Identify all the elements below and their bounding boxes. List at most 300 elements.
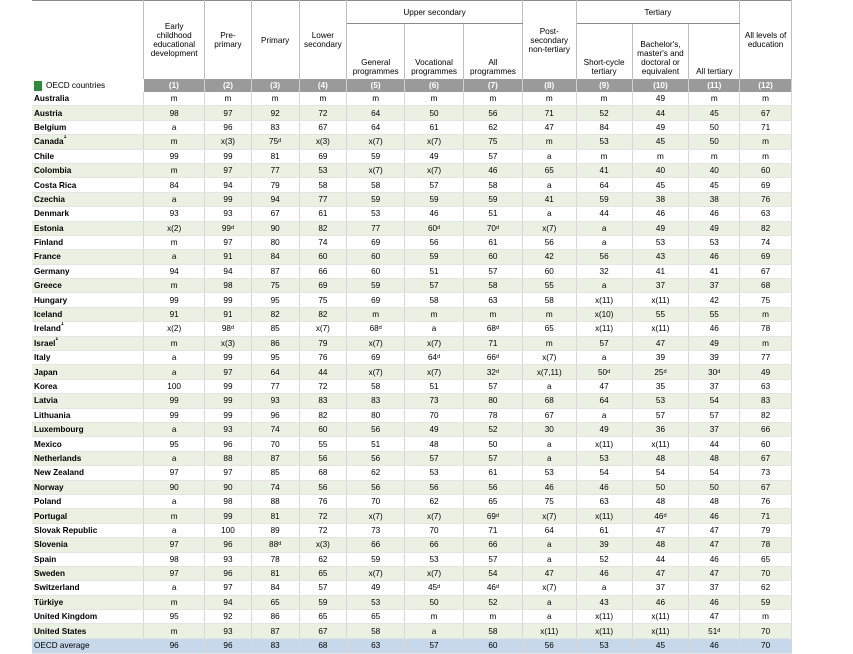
value-cell: 57 xyxy=(689,408,740,422)
value-cell: 60 xyxy=(347,250,405,264)
country-cell xyxy=(32,178,144,192)
footnote-marker: 1 xyxy=(63,134,67,141)
table-row xyxy=(32,422,792,436)
value-cell: 52 xyxy=(463,422,522,436)
value-cell: 56 xyxy=(522,638,576,653)
value-cell: a xyxy=(405,624,464,638)
value-cell: 80 xyxy=(463,394,522,408)
value-cell: 58 xyxy=(463,624,522,638)
value-cell: 59 xyxy=(299,595,347,609)
value-cell: 69 xyxy=(299,279,347,293)
value-cell: x(11) xyxy=(576,293,632,307)
country-name: Germany xyxy=(34,266,70,276)
col-number: (12) xyxy=(740,79,792,92)
value-cell: 49 xyxy=(576,422,632,436)
value-cell: 98 xyxy=(205,279,252,293)
value-cell: 46 xyxy=(689,509,740,523)
value-cell: m xyxy=(522,307,576,321)
value-cell: 97 xyxy=(205,235,252,249)
country-cell xyxy=(32,351,144,365)
value-cell: m xyxy=(740,149,792,163)
value-cell: a xyxy=(144,120,205,134)
country-name: France xyxy=(34,252,61,262)
value-cell: 68 xyxy=(522,394,576,408)
value-cell: 51 xyxy=(405,379,464,393)
value-cell: 65 xyxy=(347,610,405,624)
value-cell: 40 xyxy=(632,163,689,177)
value-cell: 39 xyxy=(632,351,689,365)
value-cell: 54 xyxy=(632,466,689,480)
value-cell: 75 xyxy=(740,293,792,307)
value-cell: 95 xyxy=(251,351,299,365)
value-cell: 95 xyxy=(144,610,205,624)
value-cell: m xyxy=(740,610,792,624)
value-cell: 58 xyxy=(347,624,405,638)
country-cell xyxy=(32,552,144,566)
value-cell: 56 xyxy=(576,250,632,264)
value-cell: x(11) xyxy=(576,322,632,336)
table-row xyxy=(32,595,792,609)
value-cell: 68 xyxy=(299,466,347,480)
value-cell: 63 xyxy=(463,293,522,307)
value-cell: 57 xyxy=(299,581,347,595)
value-cell: a xyxy=(405,322,464,336)
value-cell: m xyxy=(144,279,205,293)
value-cell: 54 xyxy=(463,566,522,580)
country-name: Czechia xyxy=(34,194,65,204)
value-cell: 47 xyxy=(689,610,740,624)
country-cell xyxy=(32,523,144,537)
country-cell xyxy=(32,581,144,595)
value-cell: 59 xyxy=(405,192,464,206)
value-cell: 56 xyxy=(522,235,576,249)
col-header-8: Post-secondary non-tertiary xyxy=(522,1,576,80)
country-name: Colombia xyxy=(34,166,72,176)
value-cell: 66 xyxy=(463,538,522,552)
value-cell: 49 xyxy=(632,92,689,106)
value-cell: 62 xyxy=(463,120,522,134)
value-cell: 72 xyxy=(299,106,347,120)
value-cell: 63 xyxy=(576,494,632,508)
value-cell: 99 xyxy=(205,149,252,163)
value-cell: 53 xyxy=(632,394,689,408)
value-cell: 62 xyxy=(740,581,792,595)
data-table-sheet xyxy=(32,0,792,654)
col-number: (8) xyxy=(522,79,576,92)
value-cell: 99 xyxy=(205,192,252,206)
value-cell: 82 xyxy=(740,408,792,422)
value-cell: x(7) xyxy=(347,566,405,580)
value-cell: 69ᵈ xyxy=(463,509,522,523)
value-cell: 47 xyxy=(632,523,689,537)
value-cell: 37 xyxy=(689,581,740,595)
value-cell: 46 xyxy=(689,552,740,566)
value-cell: 83 xyxy=(740,394,792,408)
value-cell: a xyxy=(576,279,632,293)
country-name: Ireland xyxy=(34,324,61,334)
value-cell: 35 xyxy=(632,379,689,393)
value-cell: 59 xyxy=(347,552,405,566)
value-cell: 98 xyxy=(144,552,205,566)
country-cell xyxy=(32,624,144,638)
value-cell: 99 xyxy=(205,351,252,365)
value-cell: x(7) xyxy=(522,581,576,595)
value-cell: 49 xyxy=(632,221,689,235)
table-row xyxy=(32,221,792,235)
value-cell: 82 xyxy=(740,221,792,235)
table-row xyxy=(32,351,792,365)
value-cell: a xyxy=(522,595,576,609)
value-cell: 64ᵈ xyxy=(405,351,464,365)
value-cell: x(11) xyxy=(632,293,689,307)
value-cell: 50 xyxy=(689,135,740,149)
value-cell: 66 xyxy=(405,538,464,552)
value-cell: 66 xyxy=(347,538,405,552)
value-cell: 95 xyxy=(251,293,299,307)
value-cell: 75 xyxy=(251,279,299,293)
table-row xyxy=(32,365,792,379)
value-cell: x(11) xyxy=(576,624,632,638)
value-cell: 56 xyxy=(299,451,347,465)
col-header-2: Pre-primary xyxy=(205,1,252,80)
value-cell: x(3) xyxy=(299,538,347,552)
value-cell: 45 xyxy=(632,178,689,192)
footnote-marker: 1 xyxy=(60,321,64,328)
value-cell: m xyxy=(144,235,205,249)
value-cell: 57 xyxy=(405,638,464,653)
value-cell: 67 xyxy=(299,624,347,638)
country-name: Slovenia xyxy=(34,540,68,550)
value-cell: x(2) xyxy=(144,322,205,336)
value-cell: 47 xyxy=(632,336,689,350)
value-cell: 96 xyxy=(205,638,252,653)
country-name: Greece xyxy=(34,281,62,291)
col-number: (9) xyxy=(576,79,632,92)
value-cell: 50ᵈ xyxy=(576,365,632,379)
country-cell xyxy=(32,207,144,221)
country-cell xyxy=(32,538,144,552)
value-cell: x(11) xyxy=(576,509,632,523)
value-cell: 70 xyxy=(405,523,464,537)
value-cell: 58 xyxy=(522,293,576,307)
value-cell: 100 xyxy=(144,379,205,393)
value-cell: 53 xyxy=(576,638,632,653)
value-cell: 58 xyxy=(405,293,464,307)
value-cell: 77 xyxy=(251,379,299,393)
value-cell: m xyxy=(251,92,299,106)
footnote-marker: 1 xyxy=(55,336,59,342)
value-cell: x(10) xyxy=(576,307,632,321)
value-cell: 64 xyxy=(347,120,405,134)
country-name: Lithuania xyxy=(34,410,71,420)
country-name: Costa Rica xyxy=(34,180,77,190)
value-cell: a xyxy=(522,379,576,393)
value-cell: 46 xyxy=(689,207,740,221)
table-body xyxy=(32,92,792,653)
value-cell: 97 xyxy=(205,365,252,379)
value-cell: a xyxy=(522,451,576,465)
country-name: Denmark xyxy=(34,209,70,219)
table-row xyxy=(32,235,792,249)
country-cell xyxy=(32,163,144,177)
value-cell: m xyxy=(522,135,576,149)
value-cell: m xyxy=(740,307,792,321)
value-cell: 60 xyxy=(522,264,576,278)
table-row xyxy=(32,178,792,192)
table-row xyxy=(32,264,792,278)
value-cell: 99 xyxy=(205,293,252,307)
country-name: Hungary xyxy=(34,295,68,305)
value-cell: 63 xyxy=(740,379,792,393)
value-cell: 93 xyxy=(251,394,299,408)
value-cell: 60 xyxy=(463,638,522,653)
value-cell: 50 xyxy=(405,595,464,609)
value-cell: 49 xyxy=(632,120,689,134)
value-cell: 67 xyxy=(299,120,347,134)
col-header-9: Short-cycle tertiary xyxy=(576,24,632,80)
value-cell: 74 xyxy=(251,480,299,494)
value-cell: x(7) xyxy=(347,365,405,379)
value-cell: 53 xyxy=(522,466,576,480)
value-cell: 79 xyxy=(299,336,347,350)
value-cell: x(11) xyxy=(576,610,632,624)
value-cell: 69 xyxy=(347,235,405,249)
table-row xyxy=(32,494,792,508)
value-cell: 76 xyxy=(740,192,792,206)
col-header-11: All tertiary xyxy=(689,24,740,80)
value-cell: 41 xyxy=(632,264,689,278)
value-cell: 52 xyxy=(576,552,632,566)
value-cell: 48 xyxy=(689,451,740,465)
value-cell: 47 xyxy=(522,566,576,580)
value-cell: 96 xyxy=(205,120,252,134)
col-number: (4) xyxy=(299,79,347,92)
country-cell xyxy=(32,394,144,408)
value-cell: 48 xyxy=(632,451,689,465)
value-cell: 43 xyxy=(632,250,689,264)
country-cell xyxy=(32,466,144,480)
value-cell: x(7) xyxy=(522,351,576,365)
table-row xyxy=(32,149,792,163)
value-cell: 92 xyxy=(205,610,252,624)
value-cell: 48 xyxy=(405,437,464,451)
country-name: United States xyxy=(34,626,87,636)
value-cell: 53 xyxy=(689,235,740,249)
country-name: Canada xyxy=(34,137,64,147)
value-cell: 70 xyxy=(740,638,792,653)
value-cell: 100 xyxy=(205,523,252,537)
table-row xyxy=(32,163,792,177)
value-cell: m xyxy=(463,92,522,106)
value-cell: 57 xyxy=(405,451,464,465)
value-cell: 37 xyxy=(632,279,689,293)
col-number: (3) xyxy=(251,79,299,92)
value-cell: 55 xyxy=(689,307,740,321)
value-cell: 65 xyxy=(299,610,347,624)
value-cell: 59 xyxy=(463,192,522,206)
value-cell: 44 xyxy=(689,437,740,451)
table-row xyxy=(32,106,792,120)
value-cell: 55 xyxy=(522,279,576,293)
value-cell: 86 xyxy=(251,336,299,350)
value-cell: 67 xyxy=(522,408,576,422)
value-cell: m xyxy=(740,135,792,149)
value-cell: 87 xyxy=(251,451,299,465)
value-cell: 99 xyxy=(144,394,205,408)
value-cell: 45ᵈ xyxy=(405,581,464,595)
country-cell xyxy=(32,451,144,465)
value-cell: 30ᵈ xyxy=(689,365,740,379)
value-cell: 59 xyxy=(576,192,632,206)
value-cell: 97 xyxy=(205,163,252,177)
value-cell: 52 xyxy=(576,106,632,120)
value-cell: 62 xyxy=(347,466,405,480)
value-cell: 53 xyxy=(632,235,689,249)
country-cell xyxy=(32,264,144,278)
country-cell xyxy=(32,379,144,393)
country-name: Italy xyxy=(34,353,51,363)
country-cell xyxy=(32,336,144,350)
value-cell: 59 xyxy=(347,149,405,163)
table-row xyxy=(32,394,792,408)
value-cell: 53 xyxy=(576,135,632,149)
value-cell: 72 xyxy=(299,379,347,393)
value-cell: 25ᵈ xyxy=(632,365,689,379)
value-cell: a xyxy=(144,365,205,379)
value-cell: 82 xyxy=(299,307,347,321)
oecd-table xyxy=(32,0,792,654)
value-cell: a xyxy=(144,494,205,508)
value-cell: m xyxy=(144,92,205,106)
value-cell: 77 xyxy=(347,221,405,235)
value-cell: x(11) xyxy=(632,624,689,638)
value-cell: 51 xyxy=(405,264,464,278)
value-cell: 68ᵈ xyxy=(463,322,522,336)
value-cell: 91 xyxy=(205,307,252,321)
country-cell xyxy=(32,120,144,134)
value-cell: 83 xyxy=(299,394,347,408)
value-cell: 80 xyxy=(347,408,405,422)
country-cell xyxy=(32,92,144,106)
country-name: Poland xyxy=(34,497,62,507)
country-cell xyxy=(32,307,144,321)
value-cell: 89 xyxy=(251,523,299,537)
value-cell: 84 xyxy=(251,581,299,595)
value-cell: 54 xyxy=(689,466,740,480)
country-name: Sweden xyxy=(34,569,65,579)
value-cell: 61 xyxy=(463,466,522,480)
value-cell: 46ᵈ xyxy=(632,509,689,523)
value-cell: 92 xyxy=(251,106,299,120)
table-row xyxy=(32,437,792,451)
value-cell: m xyxy=(522,92,576,106)
table-row xyxy=(32,509,792,523)
value-cell: m xyxy=(144,509,205,523)
value-cell: 96 xyxy=(205,566,252,580)
value-cell: 57 xyxy=(405,178,464,192)
value-cell: 87 xyxy=(251,264,299,278)
value-cell: 58 xyxy=(347,178,405,192)
table-row xyxy=(32,538,792,552)
value-cell: m xyxy=(405,92,464,106)
table-row xyxy=(32,207,792,221)
value-cell: 38 xyxy=(632,192,689,206)
value-cell: 47 xyxy=(632,566,689,580)
value-cell: 32 xyxy=(576,264,632,278)
table-row xyxy=(32,480,792,494)
value-cell: m xyxy=(144,135,205,149)
value-cell: 42 xyxy=(689,293,740,307)
col-header-5: General programmes xyxy=(347,24,405,80)
value-cell: 53 xyxy=(405,552,464,566)
value-cell: 56 xyxy=(347,480,405,494)
group-header-upper-secondary: Upper secondary xyxy=(347,1,523,24)
col-number: (10) xyxy=(632,79,689,92)
value-cell: 47 xyxy=(522,120,576,134)
value-cell: x(7) xyxy=(522,509,576,523)
value-cell: 74 xyxy=(740,235,792,249)
col-number: (1) xyxy=(144,79,205,92)
value-cell: 88 xyxy=(251,494,299,508)
value-cell: 60 xyxy=(299,422,347,436)
value-cell: 57 xyxy=(463,451,522,465)
table-row xyxy=(32,581,792,595)
value-cell: m xyxy=(576,149,632,163)
value-cell: x(7) xyxy=(522,221,576,235)
value-cell: a xyxy=(522,437,576,451)
value-cell: 83 xyxy=(251,638,299,653)
value-cell: 95 xyxy=(144,437,205,451)
value-cell: a xyxy=(576,221,632,235)
value-cell: 61 xyxy=(463,235,522,249)
value-cell: 59 xyxy=(347,279,405,293)
country-name: Korea xyxy=(34,382,58,391)
value-cell: x(11) xyxy=(576,437,632,451)
value-cell: 51 xyxy=(347,437,405,451)
value-cell: 99 xyxy=(205,408,252,422)
value-cell: 54 xyxy=(576,466,632,480)
col-header-4: Lower secondary xyxy=(299,1,347,80)
value-cell: 93 xyxy=(205,624,252,638)
value-cell: x(7) xyxy=(347,163,405,177)
country-cell xyxy=(32,494,144,508)
country-name: OECD average xyxy=(34,641,90,651)
value-cell: 56 xyxy=(405,235,464,249)
value-cell: 97 xyxy=(144,466,205,480)
value-cell: 87 xyxy=(251,624,299,638)
value-cell: 67 xyxy=(251,207,299,221)
value-cell: m xyxy=(144,336,205,350)
value-cell: a xyxy=(144,250,205,264)
value-cell: 97 xyxy=(144,538,205,552)
value-cell: 70ᵈ xyxy=(463,221,522,235)
value-cell: a xyxy=(576,351,632,365)
country-cell xyxy=(32,480,144,494)
value-cell: 71 xyxy=(740,509,792,523)
value-cell: 82 xyxy=(299,221,347,235)
country-name: Slovak Republic xyxy=(34,525,98,535)
country-cell xyxy=(32,135,144,149)
value-cell: 99 xyxy=(205,379,252,393)
country-name: Belgium xyxy=(34,122,67,132)
value-cell: a xyxy=(144,451,205,465)
country-name: Austria xyxy=(34,108,63,118)
value-cell: 94 xyxy=(205,595,252,609)
value-cell: m xyxy=(632,149,689,163)
country-cell xyxy=(32,365,144,379)
value-cell: 94 xyxy=(205,264,252,278)
country-name: United Kingdom xyxy=(34,612,98,622)
